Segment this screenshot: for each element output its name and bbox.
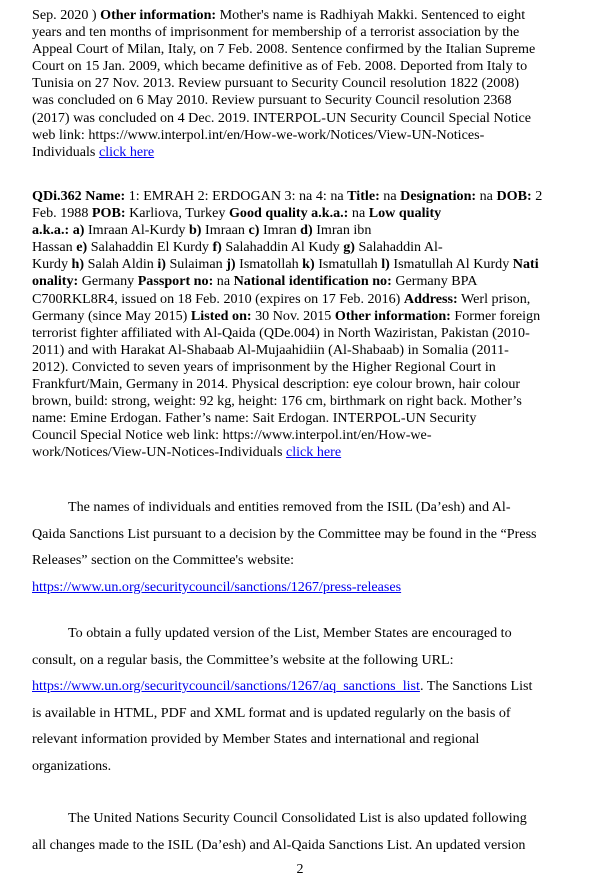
entry1-line: (2017) was concluded on 4 Dec. 2019. INTERPOL-UN Security Council Special Notice <box>32 109 532 126</box>
press-releases-link[interactable]: https://www.un.org/securitycouncil/sanctions/1267/press-releases <box>32 578 402 595</box>
entry2-line: QDi.362 Name: 1: EMRAH 2: ERDOGAN 3: na 4: na Title: na Designation: na DOB: 2 <box>32 188 543 204</box>
entry1-click-here-link[interactable]: click here <box>98 143 155 160</box>
entry2-line: terrorist fighter affiliated with Al-Qaida (QDe.004) in North Waziristan, Pakistan (2010- <box>32 324 530 341</box>
paragraph-line: all changes made to the ISIL (Da’esh) and Al-Qaida Sanctions List. An updated version <box>32 836 526 853</box>
page-number: 2 <box>296 862 304 877</box>
paragraph-line: Releases” section on the Committee's website: <box>32 552 295 569</box>
entry1-line: years and ten months of imprisonment for membership of a terrorist association by the <box>32 24 520 41</box>
paragraph-line: Qaida Sanctions List pursuant to a decision by the Committee may be found in the “Press <box>32 525 537 542</box>
removed-names-paragraph <box>32 494 572 600</box>
entry-id: QDi.362 <box>32 188 82 204</box>
entry2-line: Frankfurt/Main, Germany in 2014. Physical description: eye colour brown, hair colour <box>32 376 521 393</box>
entry2-line: 2011) and with Harakat Al-Shabaab Al-Mujaahidiin (Al-Shabaab) in Somalia (2011- <box>32 341 509 358</box>
entry2-last-line: work/Notices/View-UN-Notices-Individuals click here <box>32 444 342 461</box>
paragraph-line: is available in HTML, PDF and XML format and is updated regularly on the basis of <box>32 704 511 721</box>
entry2-line: a.k.a.: a) Imraan Al-Kurdy b) Imraan c) Imran d) Imran ibn <box>32 222 372 239</box>
entry-continuation <box>32 7 572 161</box>
updated-list-paragraph <box>32 620 572 780</box>
paragraph-line: relevant information provided by Member States and international and regional <box>32 731 480 748</box>
entry1-line: Court on 15 Jan. 2009, which became definitive as of Feb. 2008. Deported from Italy to <box>32 58 528 75</box>
entry1-line-1: Sep. 2020 ) Other information: Mother's name is Radhiyah Makki. Sentenced to eight <box>32 7 526 23</box>
entry2-line: Germany (since May 2015) Listed on: 30 Nov. 2015 Other information: Former foreign <box>32 307 541 324</box>
sanctions-list-url-line: https://www.un.org/securitycouncil/sanctions/1267/aq_sanctions_list. The Sanctions List <box>32 678 533 695</box>
entry1-line: was concluded on 6 May 2010. Review pursuant to Security Council resolution 2368 <box>32 92 512 109</box>
entry2-line: 2012). Convicted to seven years of imprisonment by the Higher Regional Court in <box>32 358 496 375</box>
entry-qdi-362 <box>32 188 572 462</box>
sanctions-list-link[interactable]: https://www.un.org/securitycouncil/sanctions/1267/aq_sanctions_list <box>32 678 420 695</box>
paragraph-line: The United Nations Security Council Consolidated List is also updated following <box>68 810 527 826</box>
other-information-label: Other information: <box>100 7 217 23</box>
paragraph-line: The names of individuals and entities removed from the ISIL (Da’esh) and Al- <box>68 499 511 515</box>
entry2-line: Feb. 1988 POB: Karliova, Turkey Good quality a.k.a.: na Low quality <box>32 205 442 222</box>
entry2-line: onality: Germany Passport no: na National identification no: Germany BPA <box>32 273 478 290</box>
consolidated-list-paragraph <box>32 805 572 858</box>
entry1-line: Tunisia on 27 Nov. 2013. Review pursuant to Security Council resolution 1822 (2008) <box>32 75 520 92</box>
entry1-line: web link: https://www.interpol.int/en/How-we-work/Notices/View-UN-Notices- <box>32 126 485 143</box>
entry2-line: brown, build: strong, weight: 92 kg, height: 176 cm, birthmark on right back. Mother’s <box>32 393 522 410</box>
paragraph-line: organizations. <box>32 757 112 774</box>
paragraph-line: consult, on a regular basis, the Committee’s website at the following URL: <box>32 651 454 668</box>
paragraph-line: To obtain a fully updated version of the List, Member States are encouraged to <box>68 625 512 641</box>
entry2-line: C700RKL8R4, issued on 18 Feb. 2010 (expires on 17 Feb. 2016) Address: Werl prison, <box>32 290 531 307</box>
press-releases-line <box>32 574 572 601</box>
entry2-click-here-link[interactable]: click here <box>285 444 342 461</box>
entry1-last-line: Individuals click here <box>32 143 155 160</box>
entry2-line: Council Special Notice web link: https://www.interpol.int/en/How-we- <box>32 427 432 444</box>
entry2-line: name: Emine Erdogan. Father’s name: Sait Erdogan. INTERPOL-UN Security <box>32 410 477 427</box>
entry2-line: Hassan e) Salahaddin El Kurdy f) Salahaddin Al Kudy g) Salahaddin Al- <box>32 239 443 256</box>
entry1-line: Appeal Court of Milan, Italy, on 7 Feb. 2008. Sentence confirmed by the Italian Supreme <box>32 41 536 58</box>
entry2-line: Kurdy h) Salah Aldin i) Sulaiman j) Ismatollah k) Ismatullah l) Ismatullah Al Kurdy Nati <box>32 256 539 273</box>
